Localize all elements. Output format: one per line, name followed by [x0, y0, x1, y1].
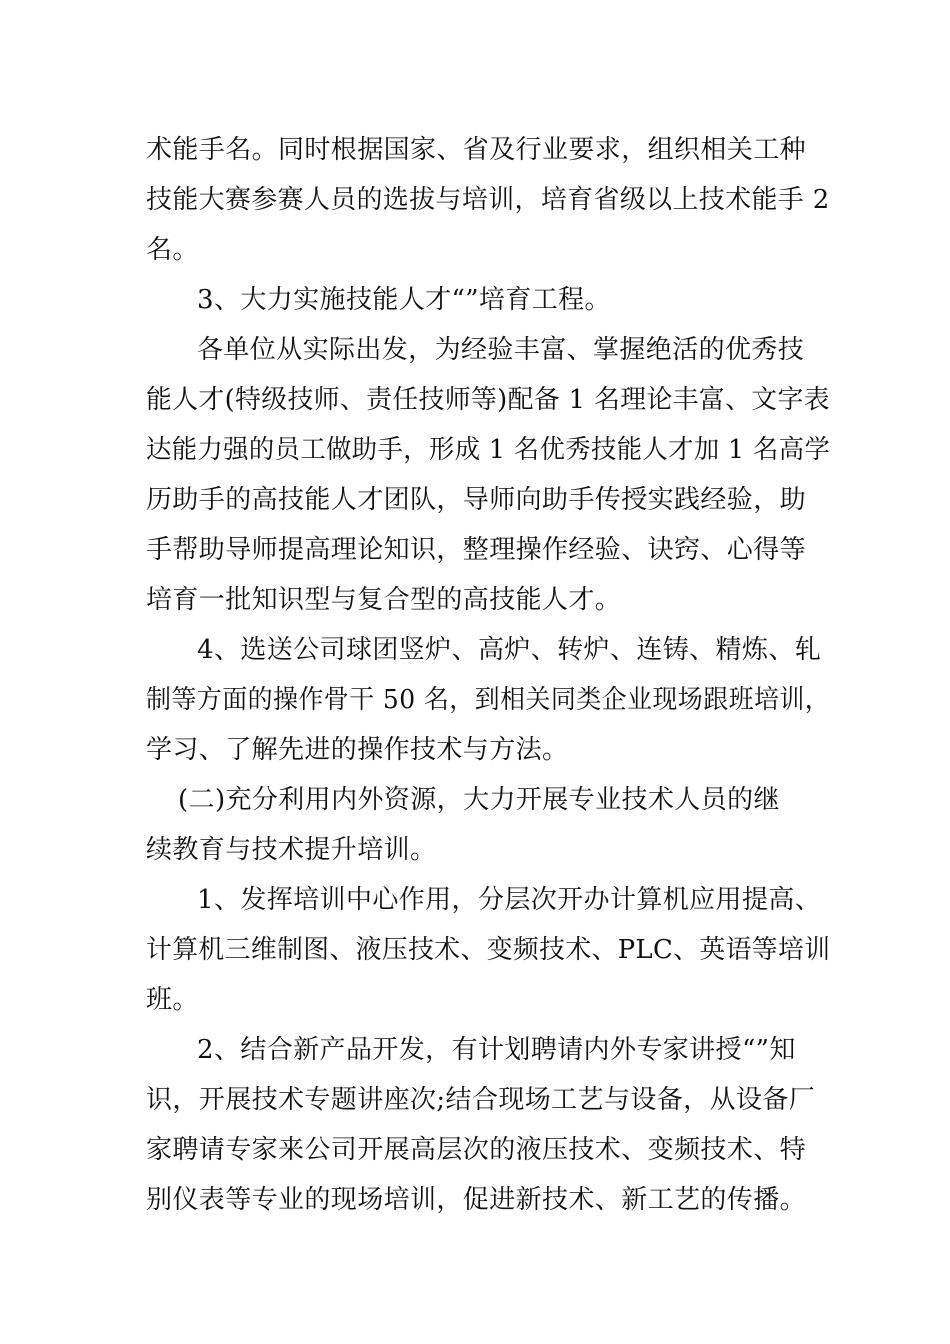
text-line: 制等方面的操作骨干 50 名，到相关同类企业现场跟班培训， [146, 685, 831, 715]
text-line: 能人才(特级技师、责任技师等)配备 1 名理论丰富、文字表 [146, 385, 830, 415]
text-line: 续教育与技术提升培训。 [146, 835, 437, 865]
text-line: 名。 [146, 235, 199, 265]
text-line: 别仪表等专业的现场培训，促进新技术、新工艺的传播。 [146, 1185, 807, 1215]
text-line: 历助手的高技能人才团队，导师向助手传授实践经验，助 [146, 485, 807, 515]
text-line: (二)充分利用内外资源，大力开展专业技术人员的继 [178, 785, 780, 815]
text-line: 达能力强的员工做助手，形成 1 名优秀技能人才加 1 名高学 [146, 435, 831, 465]
text-line: 学习、了解先进的操作技术与方法。 [146, 735, 569, 765]
text-line: 术能手名。同时根据国家、省及行业要求，组织相关工种 [146, 135, 807, 165]
text-line: 各单位从实际出发，为经验丰富、掌握绝活的优秀技 [197, 335, 805, 365]
text-line: 4、选送公司球团竖炉、高炉、转炉、连铸、精炼、轧 [197, 635, 822, 665]
text-line: 3、大力实施技能人才“”培育工程。 [197, 285, 611, 315]
text-line: 家聘请专家来公司开展高层次的液压技术、变频技术、特 [146, 1135, 807, 1165]
text-line: 2、结合新产品开发，有计划聘请内外专家讲授“”知 [197, 1035, 796, 1065]
text-line: 班。 [146, 985, 199, 1015]
text-line: 识，开展技术专题讲座次;结合现场工艺与设备，从设备厂 [146, 1085, 816, 1115]
text-line: 1、发挥培训中心作用，分层次开办计算机应用提高、 [197, 885, 822, 915]
text-line: 技能大赛参赛人员的选拔与培训，培育省级以上技术能手 2 [146, 185, 830, 215]
text-line: 培育一批知识型与复合型的高技能人才。 [146, 585, 622, 615]
text-line: 计算机三维制图、液压技术、变频技术、PLC、英语等培训 [146, 935, 831, 965]
text-line: 手帮助导师提高理论知识，整理操作经验、诀窍、心得等 [146, 535, 807, 565]
